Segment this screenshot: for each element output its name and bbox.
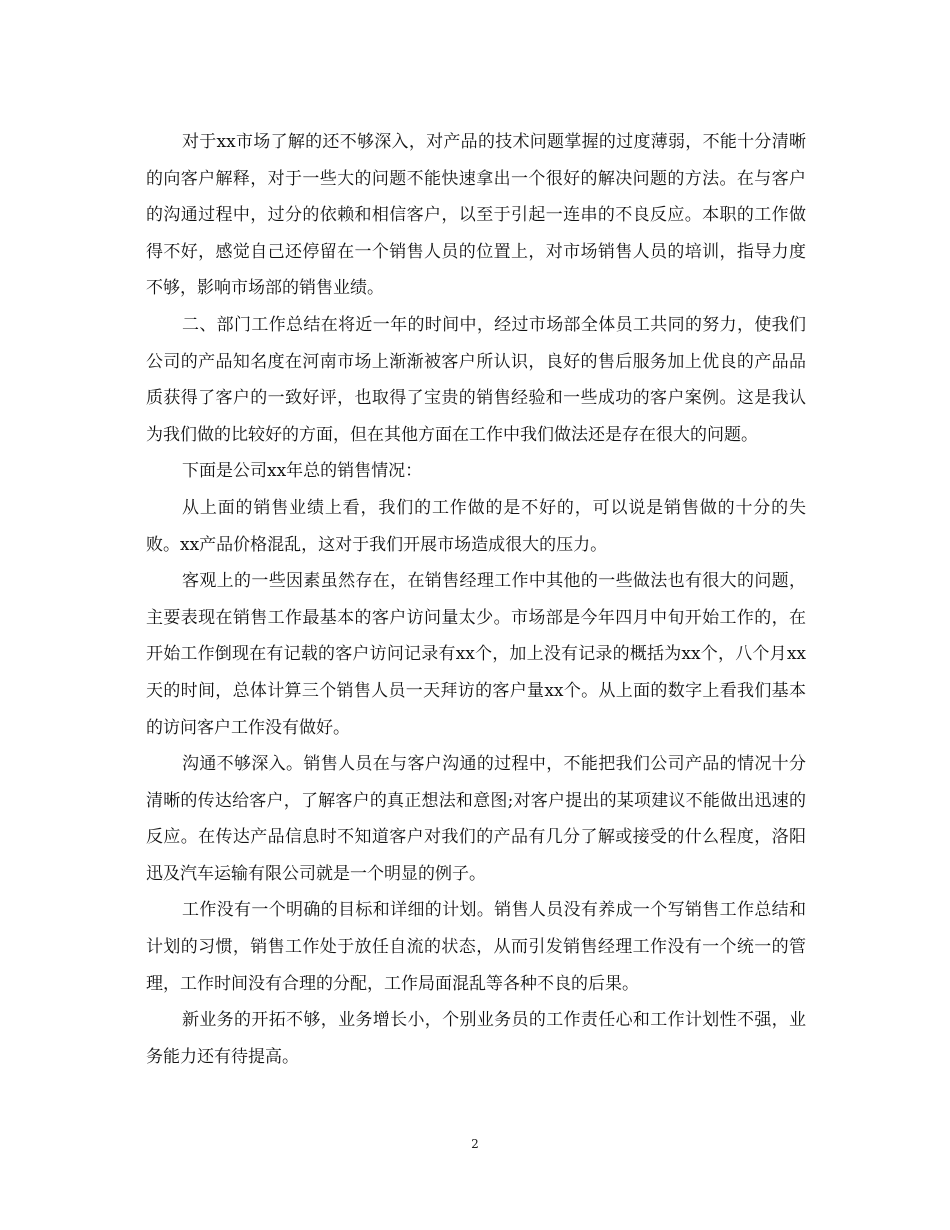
paragraph-department-summary: 二、部门工作总结在将近一年的时间中，经过市场部全体员工共同的努力，使我们公司的产品知名度在河南市场上渐渐被客户所认识，良好的售后服务加上优良的产品品质获得了客户的一致好评，也取得了宝贵的销售经验和一些成功的客户案例。这是我认为我们做的比较好的方面，但在其他方面在工作中我们做法还是存在很大的问题。 bbox=[146, 314, 806, 445]
paragraph-sales-overview-heading: 下面是公司xx年总的销售情况： bbox=[182, 461, 423, 482]
document-body bbox=[146, 124, 806, 1075]
page-number: 2 bbox=[471, 1137, 479, 1151]
paragraph-visit-volume: 客观上的一些因素虽然存在，在销售经理工作中其他的一些做法也有很大的问题，主要表现在销售工作最基本的客户访问量太少。市场部是今年四月中旬开始工作的，在开始工作倒现在有记载的客户访问记录有xx个，加上没有记录的概括为xx个，八个月xx天的时间，总体计算三个销售人员一天拜访的客户量xx个。从上面的数字上看我们基本的访问客户工作没有做好。 bbox=[146, 571, 806, 738]
paragraph-planning: 工作没有一个明确的目标和详细的计划。销售人员没有养成一个写销售工作总结和计划的习惯，销售工作处于放任自流的状态，从而引发销售经理工作没有一个统一的管理，工作时间没有合理的分配，工作局面混乱等各种不良的后果。 bbox=[146, 900, 806, 994]
paragraph-market-understanding: 对于xx市场了解的还不够深入，对产品的技术问题掌握的过度薄弱，不能十分清晰的向客户解释，对于一些大的问题不能快速拿出一个很好的解决问题的方法。在与客户的沟通过程中，过分的依赖和相信客户，以至于引起一连串的不良反应。本职的工作做得不好，感觉自己还停留在一个销售人员的位置上，对市场销售人员的培训，指导力度不够，影响市场部的销售业绩。 bbox=[146, 132, 806, 299]
paragraph-communication: 沟通不够深入。销售人员在与客户沟通的过程中，不能把我们公司产品的情况十分清晰的传达给客户，了解客户的真正想法和意图;对客户提出的某项建议不能做出迅速的反应。在传达产品信息时不知道客户对我们的产品有几分了解或接受的什么程度，洛阳迅及汽车运输有限公司就是一个明显的例子。 bbox=[146, 754, 806, 884]
paragraph-sales-performance: 从上面的销售业绩上看，我们的工作做的是不好的，可以说是销售做的十分的失败。xx产品价格混乱，这对于我们开展市场造成很大的压力。 bbox=[146, 497, 806, 555]
paragraph-new-business: 新业务的开拓不够，业务增长小，个别业务员的工作责任心和工作计划性不强，业务能力还有待提高。 bbox=[146, 1010, 806, 1067]
